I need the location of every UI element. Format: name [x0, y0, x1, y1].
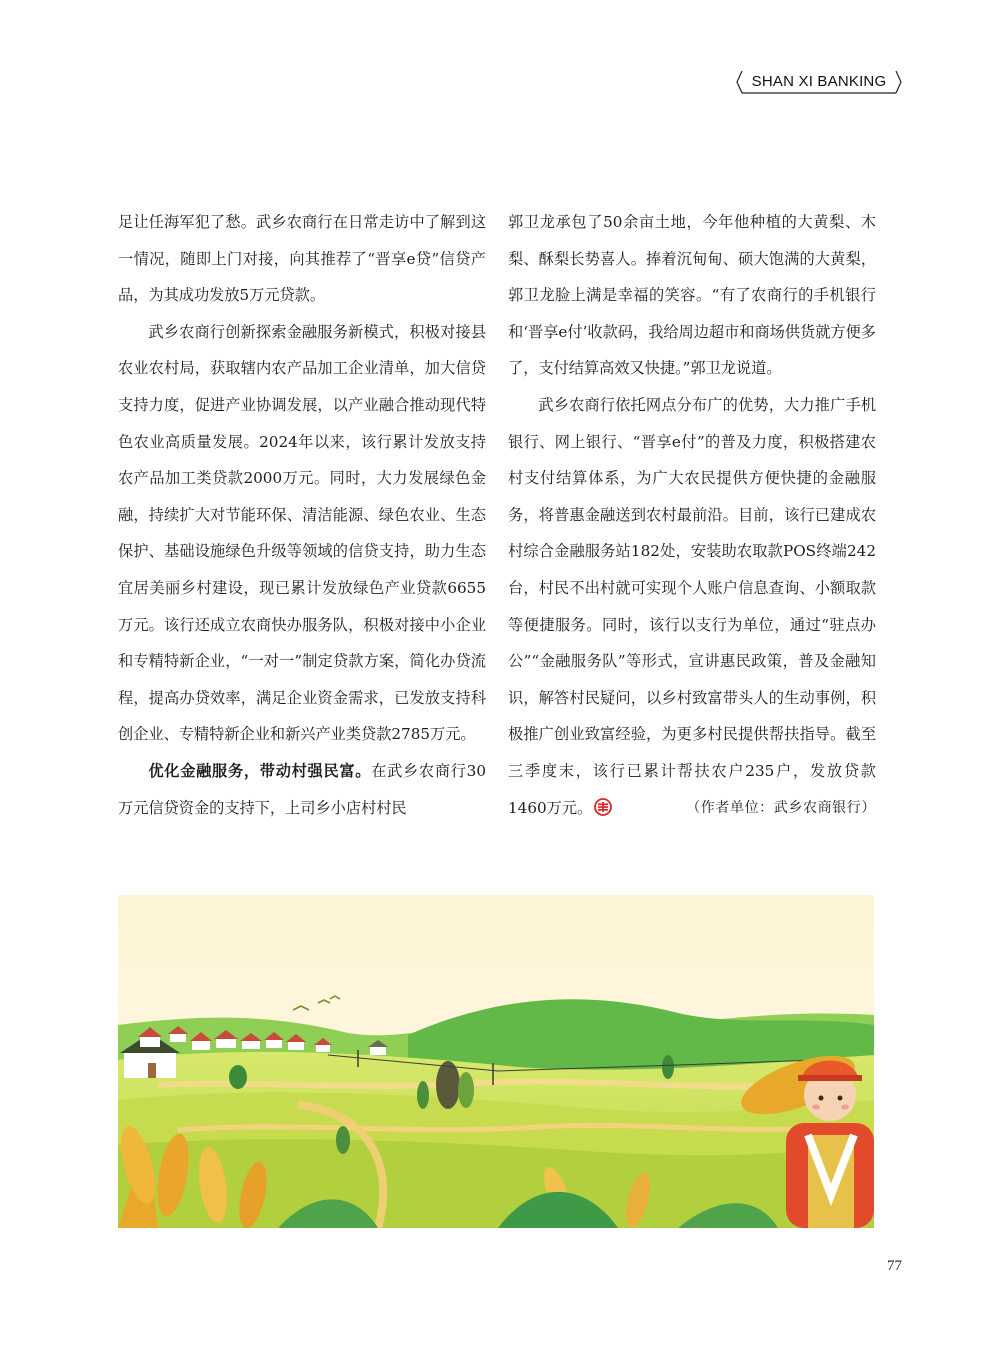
right-paragraph-1: 郭卫龙承包了50余亩土地，今年他种植的大黄梨、木梨、酥梨长势喜人。捧着沉甸甸、硕大饱满的大黄梨，郭卫龙脸上满是幸福的笑容。“有了农商行的手机银行和‘晋享e付’收款码，我给周边超市和商场供货就方便多了，支付结算高效又快捷。”郭卫龙说道。 [508, 213, 876, 378]
left-paragraph-3 [118, 753, 486, 826]
section-header-tag [736, 70, 902, 94]
right-paragraph-2 [508, 387, 876, 826]
left-paragraph-1: 足让任海军犯了愁。武乡农商行在日常走访中了解到这一情况，随即上门对接，向其推荐了“晋享e贷”信贷产品，为其成功发放5万元贷款。 [118, 213, 486, 305]
left-paragraph-2: 武乡农商行创新探索金融服务新模式，积极对接县农业农村局，获取辖内农产品加工企业清单，加大信贷支持力度，促进产业协调发展，以产业融合推动现代特色农业高质量发展。2024年以来，该行累计发放支持农产品加工类贷款2000万元。同时，大力发展绿色金融，持续扩大对节能环保、清洁能源、绿色农业、生态保护、基础设施绿色升级等领域的信贷支持，助力生态宜居美丽乡村建设，现已累计发放绿色产业贷款6655万元。该行还成立农商快办服务队，积极对接中小企业和专精特新企业，“一对一”制定贷款方案，简化办贷流程，提高办贷效率，满足企业资金需求，已发放支持科创企业、专精特新企业和新兴产业类贷款2785万元。 [118, 322, 486, 744]
author-credit: （作者单位：武乡农商银行） [686, 799, 876, 816]
right-column [508, 204, 876, 826]
header-tag-text: SHAN XI BANKING [751, 73, 887, 90]
section-heading: 优化金融服务，带动村强民富。 [148, 761, 372, 780]
left-column [118, 204, 486, 826]
left-paragraph-3-body: 在武乡农商行30万元信贷资金的支持下，上司乡小店村村民 [118, 761, 486, 817]
rural-farm-illustration [118, 895, 874, 1228]
bank-logo-icon [594, 798, 612, 816]
page-number: 77 [887, 1258, 902, 1274]
right-paragraph-2-body: 武乡农商行依托网点分布广的优势，大力推广手机银行、网上银行、“晋享e付”的普及力度，积极搭建农村支付结算体系，为广大农民提供方便快捷的金融服务，将普惠金融送到农村最前沿。目前，该行已建成农村综合金融服务站182处，安装助农取款POS终端242台，村民不出村就可实现个人账户信息查询、小额取款等便捷服务。同时，该行以支行为单位，通过“驻点办公”“金融服务队”等形式，宣讲惠民政策，普及金融知识，解答村民疑问，以乡村致富带头人的生动事例，积极推广创业致富经验，为更多村民提供帮扶指导。截至三季度末，该行已累计帮扶农户235户，发放贷款1460万元。 [508, 395, 876, 817]
farm-scene [118, 895, 874, 1228]
